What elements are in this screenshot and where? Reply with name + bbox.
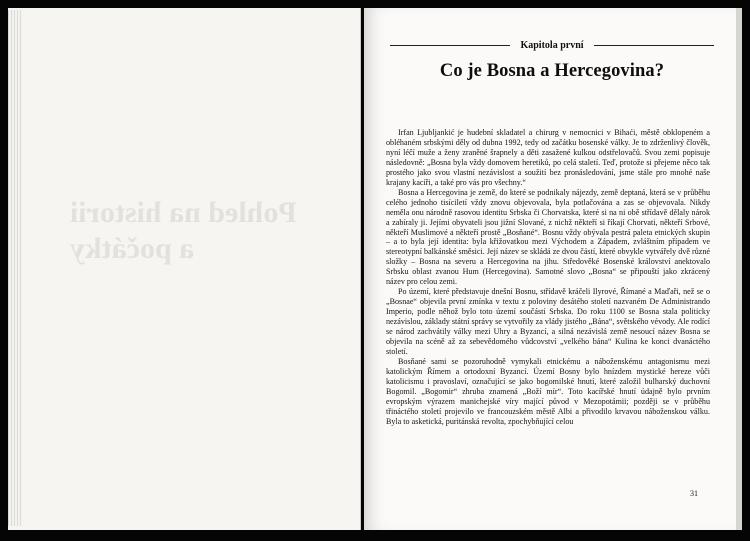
header-rule-left <box>390 45 510 46</box>
paragraph: Irfan Ljubljankić je hudební skladatel a chirurg v nemocnici v Bihaći, městě obklopeném a obléhaném srbskými děly od dubna 1992, tedy od začátku bosenské války. Je to zdrženlivý člověk, nyní léčí muže a ženy zraněné šrapnely a děti zasažené kulkou odstřelovačů. Svou zemi popisuje následovně: „Bosna byla vždy domovem heretiků, po celá staletí. Teď, protože si přejeme něco tak prostého jako svou vlastní nezávislost a soužití bez pronásledování, jsme stále pro mnohé naše krajany kacíři, a také pro vás pro všechny.“ <box>386 128 710 187</box>
chapter-header <box>390 38 714 52</box>
chapter-label: Kapitola první <box>520 39 584 51</box>
ghost-line: a počátky <box>70 232 195 265</box>
right-page-edge <box>736 8 742 530</box>
paragraph: Po území, které představuje dnešní Bosnu, střídavě kráčeli Ilyrové, Římané a Maďaři, než se o „Bosnae“ objevila první zmínka v textu z poloviny desátého století nazvaném De Administrando Imperio, podle něhož bylo toto území součástí Srbska. Do roku 1100 se Bosna stala politicky nezávislou, základy státní správy se vytvořily za vlády jistého „Bána“, světského vévody. Ale rodící se národ zachvátily války mezi Uhry a Byzancí, a silná nezávislá země nesoucí název Bosna se objevila na scéně až za sebevědomého vůdcovství „velkého bána“ Kulina ke konci dvanáctého století. <box>386 287 710 356</box>
page-edge-stack <box>8 10 22 526</box>
header-rule-right <box>594 45 714 46</box>
chapter-title: Co je Bosna a Hercegovina? <box>439 61 665 81</box>
ghost-line: Pohled na historii <box>70 196 297 229</box>
paragraph: Bosňané sami se pozoruhodně vymykali etnickému a náboženskému antagonismu mezi katolickým Římem a ortodoxní Byzancí. Území Bosny bylo hnízdem mystické hereze vůči katolicismu i pravoslaví, označující se jako bogomilské hnutí, které založil bulharský duchovní Bogomil. „Bogomir“ zhruba znamená „Boží mír“. Toto kacířské hnutí údajně bylo prvním evropským výrazem manichejské víry mající původ v Mezopotámii; později se v průběhu třináctého století projevilo ve francouzském městě Albi a přivodilo krvavou náboženskou válku. Byla to asketická, puritánská revolta, zpochybňující celou <box>386 356 710 426</box>
page-number: 31 <box>690 489 698 498</box>
left-page <box>8 8 361 530</box>
body-text <box>386 128 710 427</box>
show-through-text <box>70 195 320 267</box>
right-page <box>364 8 740 530</box>
paragraph: Bosna a Hercegovina je země, do které se podnikaly nájezdy, země deptaná, která se v průběhu celého jednoho tisíciletí vždy znovu objevovala, byla potlačována a zas se objevovala. Nikdy neměla onu národně rasovou identitu Srbska či Chorvatska, které si na ni obě střídavě dělaly nárok a zabíraly ji. Jejími obyvateli jsou jižní Slované, z nichž někteří si říkají Chorvati, někteří Srbové, někteří Muslimové a někteří prostě „Bosňané“. Bosnu vždy obývala pestrá paleta etnických skupin – a to byla její identita: byla křižovatkou mezi Východem a Západem, zvláštním případem ve stereotypní balkánské směsici. Její název se skládá ze dvou částí, které obvykle vytvářely dvě různé složky – Bosna na severu a Hercegovina na jihu. Středověké Bosenské království anektovalo Srbsku oblast zvanou Hum (Hercegovina). Samotné slovo „Bosna“ se připouští jako zkrácený název pro celou zemi. <box>386 187 710 287</box>
